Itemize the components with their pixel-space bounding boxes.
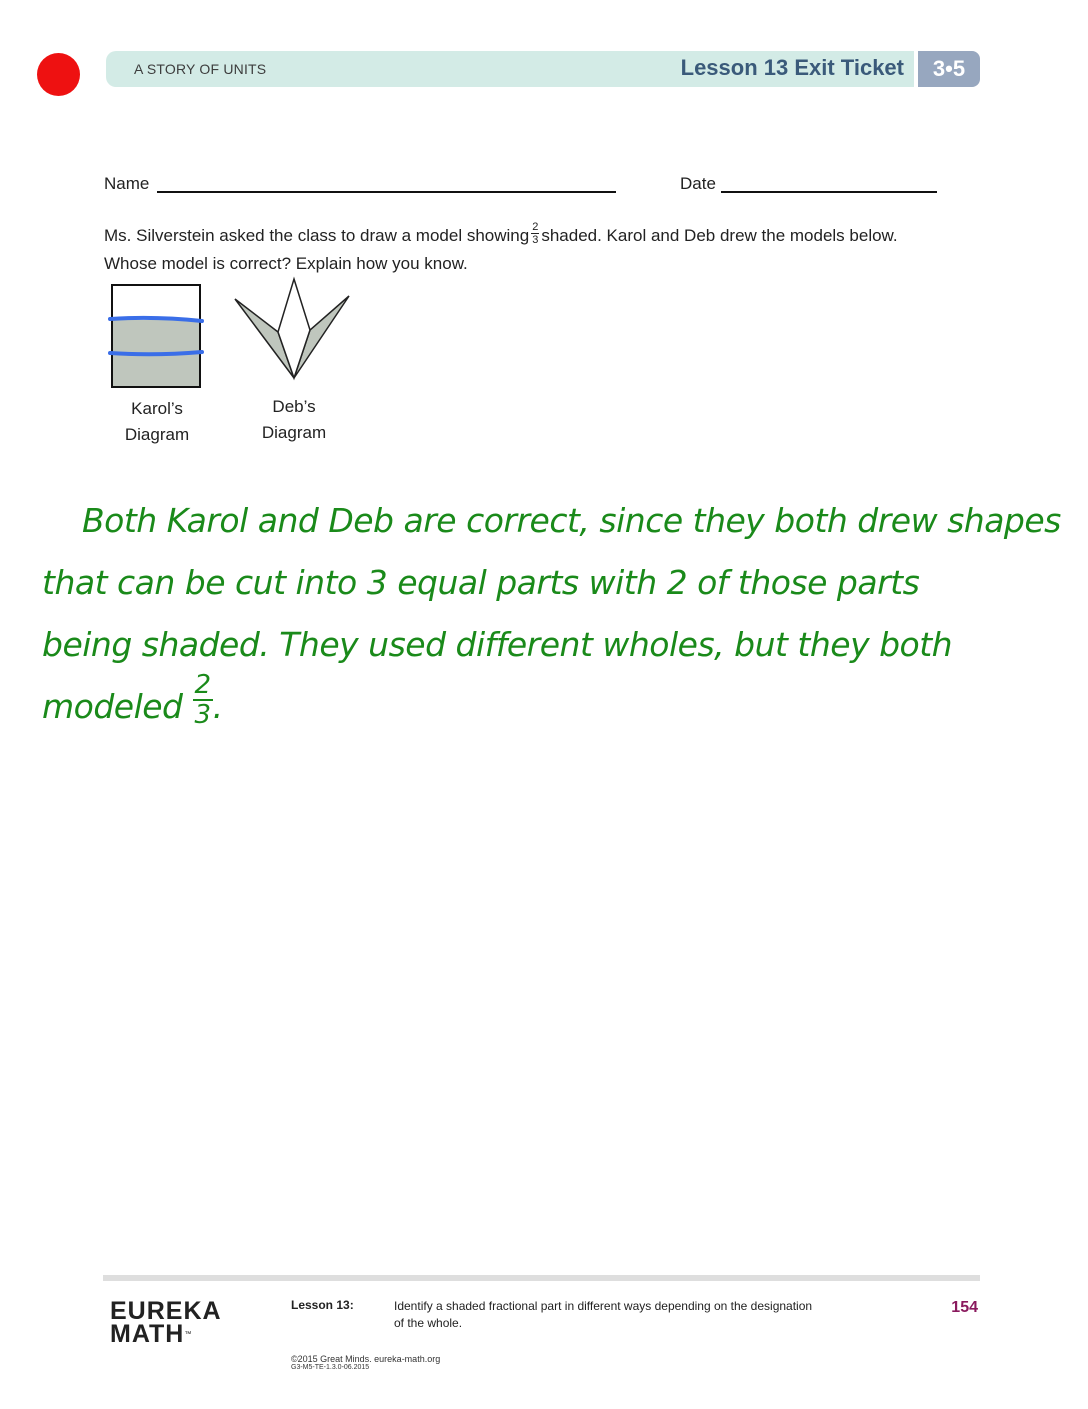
lesson-title: Lesson 13 Exit Ticket <box>680 55 904 80</box>
footer-description: Identify a shaded fractional part in different ways depending on the designation of the whole. <box>394 1299 813 1330</box>
question-line2: Whose model is correct? Explain how you know. <box>104 254 468 273</box>
logo-trademark: ™ <box>184 1331 193 1338</box>
eureka-math-logo <box>110 1297 222 1348</box>
red-dot-marker <box>37 53 80 96</box>
deb-diagram-label: Deb’s Diagram <box>261 397 327 442</box>
karol-diagram-label: Karol’s Diagram <box>124 399 190 444</box>
fraction-numerator: 2 <box>532 221 539 234</box>
answer-line-1: Both Karol and Deb are correct, since they both drew shapes <box>82 501 1061 540</box>
grade-module-badge: 3•5 <box>918 51 980 87</box>
question-fraction <box>531 221 539 246</box>
copyright: ©2015 Great Minds. eureka-math.org <box>291 1354 441 1364</box>
fraction-denominator: 3 <box>532 234 539 247</box>
date-line <box>721 191 937 193</box>
series-title: A STORY OF UNITS <box>134 61 267 77</box>
footer-lesson-label: Lesson 13: <box>291 1298 354 1312</box>
document-code: G3-M5-TE-1.3.0-06.2015 <box>291 1364 370 1371</box>
question-text <box>104 222 984 278</box>
name-label: Name <box>104 174 150 193</box>
answer-end: . <box>212 687 223 726</box>
deb-diagram <box>230 274 356 384</box>
answer-line-2: that can be cut into 3 equal parts with 2 of those parts <box>42 563 920 602</box>
answer-fraction-denominator: 3 <box>194 699 211 730</box>
logo-top: EUREKA <box>110 1297 222 1325</box>
handwritten-answer <box>42 490 1082 738</box>
footer-rule <box>103 1275 980 1281</box>
answer-line-3: being shaded. They used different wholes, but they both modeled <box>42 625 953 726</box>
answer-fraction-numerator: 2 <box>194 669 211 700</box>
karol-diagram <box>104 280 214 395</box>
karol-blue-line-2 <box>110 352 202 354</box>
date-label: Date <box>680 174 716 193</box>
question-after: shaded. Karol and Deb drew the models below. <box>541 226 898 245</box>
question-before: Ms. Silverstein asked the class to draw a model showing <box>104 226 530 245</box>
name-line <box>157 191 616 193</box>
answer-fraction <box>193 671 213 729</box>
logo-bottom: MATH <box>110 1320 185 1348</box>
page-number: 154 <box>951 1299 978 1316</box>
